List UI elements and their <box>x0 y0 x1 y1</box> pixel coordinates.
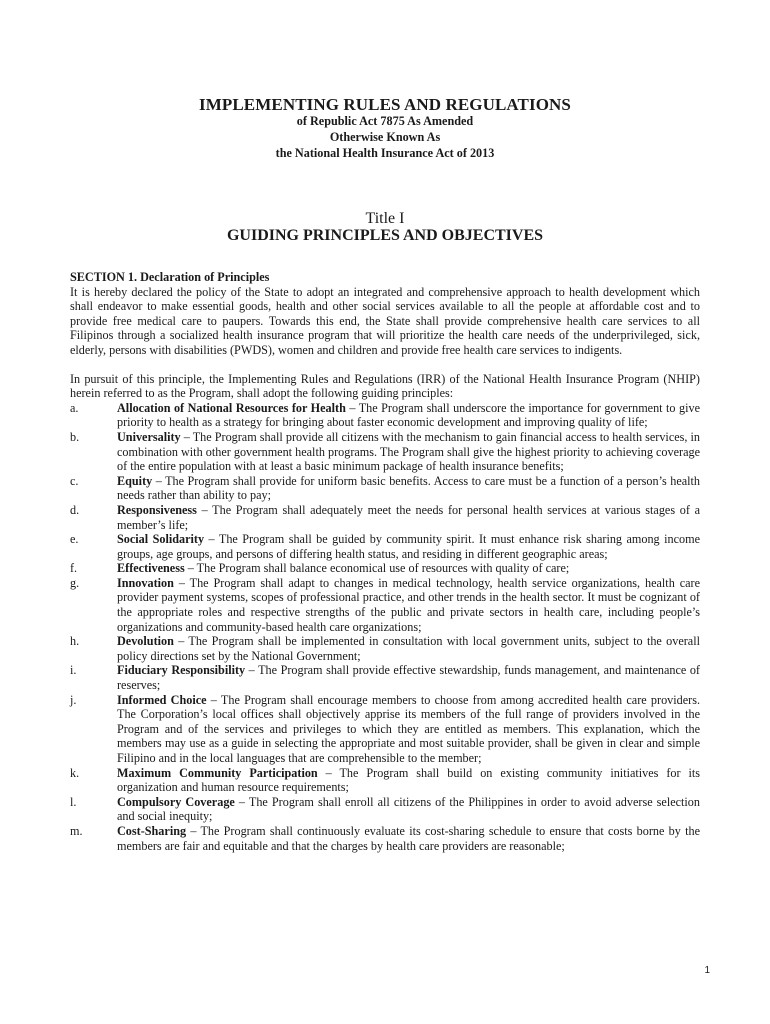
subtitle-otherwise-known: Otherwise Known As <box>329 130 441 144</box>
subtitle-act-name: the National Health Insurance Act of 2013 <box>275 146 495 160</box>
list-item <box>70 824 700 853</box>
list-item <box>70 401 700 430</box>
list-item <box>70 634 700 663</box>
principle-description: – The Program shall provide for uniform basic benefits. Access to care must be a function of a person’s health needs rather than ability to pay; <box>117 473 700 503</box>
section-body <box>70 270 700 853</box>
principle-description: – The Program shall underscore the importance for government to give priority to health as a strategy for bringing about faster economic development and improving quality of life; <box>117 400 700 430</box>
list-item <box>70 693 700 766</box>
principle-description: – The Program shall adapt to changes in medical technology, health service organizations, health care provider payment systems, scopes of professional practice, and other trends in the health sector. It must be cognizant of the appropriate roles and respective strengths of the public and private sectors in health care, including people’s organizations and community-based health care organizations; <box>117 575 700 634</box>
principles-list <box>70 401 700 853</box>
paragraph-gap <box>70 358 700 372</box>
list-item-letter: l. <box>70 794 77 809</box>
principle-description: – The Program shall provide all citizens with the mechanism to gain financial access to health services, in combination with other government health programs. The Program shall give the highest priority to achieving coverage of the entire population with at least a basic minimum package of health insurance benefits; <box>117 429 700 474</box>
list-item-letter: a. <box>70 400 79 415</box>
principle-description: – The Program shall be guided by community spirit. It must enhance risk sharing among income groups, age groups, and persons of differing health status, and residing in different geographic areas; <box>117 532 700 561</box>
document-title: IMPLEMENTING RULES AND REGULATIONS <box>199 95 571 114</box>
principle-description: – The Program shall encourage members to choose from among accredited health care providers. The Corporation’s local offices shall objectively apprise its members of the full range of providers involved in the Program and of the services and privileges to which they are entitled as members. This explanation, which the members may use as a guide in selecting the appropriate and most suitable provider, shall be given in clear and simple Filipino and in the local languages that are comprehensible to the member; <box>117 692 700 765</box>
list-item <box>70 663 700 692</box>
list-item <box>70 532 700 561</box>
principle-term: Effectiveness <box>117 561 185 576</box>
list-item <box>70 503 700 532</box>
principle-description: – The Program shall balance economical use of resources with quality of care; <box>184 561 570 576</box>
principle-description: – The Program shall adequately meet the needs for personal health services at various stages of a member’s life; <box>117 502 700 532</box>
list-item <box>70 474 700 503</box>
principle-description: – The Program shall provide effective stewardship, funds management, and maintenance of reserves; <box>117 663 700 693</box>
principle-description: – The Program shall continuously evaluate its cost-sharing schedule to ensure that costs borne by the members are fair and equitable and that the charges by health care providers are reasonable; <box>117 823 700 853</box>
principle-term: Devolution <box>117 634 174 649</box>
list-item-text <box>117 663 700 692</box>
principle-description: – The Program shall build on existing community initiatives for its organization and human resource requirements; <box>117 765 700 795</box>
list-item <box>70 430 700 474</box>
list-item-text <box>117 824 700 853</box>
principle-description: – The Program shall be implemented in consultation with local government units, subject to the overall policy directions set by the National Government; <box>117 634 700 663</box>
principle-term: Allocation of National Resources for Health <box>117 400 346 415</box>
principle-term: Social Solidarity <box>117 532 205 547</box>
paragraph-declaration: It is hereby declared the policy of the State to adopt an integrated and comprehensive approach to health development which shall endeavor to make essential goods, health and other social services available to all the people at affordable cost and to provide free medical care to paupers. Towards this end, the State shall provide comprehensive health care services to all Filipinos through a socialized health insurance program that will prioritize the health care needs of the underprivileged, sick, elderly, persons with disabilities (PWDS), women and children and provide free health care services to indigents. <box>70 284 700 357</box>
list-item-text <box>117 576 700 634</box>
list-item <box>70 576 700 634</box>
title-number: Title I <box>365 210 405 227</box>
list-item-text <box>117 503 700 532</box>
principle-term: Equity <box>117 473 153 488</box>
principle-description: – The Program shall enroll all citizens of the Philippines in order to avoid adverse selection and social inequity; <box>117 794 700 824</box>
list-item-letter: d. <box>70 502 80 517</box>
principle-term: Fiduciary Responsibility <box>117 663 246 678</box>
list-item-letter: m. <box>70 823 83 838</box>
section-heading: SECTION 1. Declaration of Principles <box>70 270 270 284</box>
principle-term: Innovation <box>117 575 174 590</box>
principle-term: Responsiveness <box>117 502 197 517</box>
principle-term: Universality <box>117 429 181 444</box>
list-item-text <box>117 766 700 795</box>
principle-term: Compulsory Coverage <box>117 794 235 809</box>
list-item-letter: h. <box>70 634 80 649</box>
list-item-letter: b. <box>70 429 80 444</box>
list-item-letter: i. <box>70 663 77 678</box>
list-item-letter: k. <box>70 765 80 780</box>
list-item-letter: j. <box>70 692 77 707</box>
list-item-text <box>117 693 700 766</box>
principle-term: Cost-Sharing <box>117 823 187 838</box>
list-item-letter: c. <box>70 473 79 488</box>
list-item-letter: e. <box>70 532 79 547</box>
list-item-text <box>117 430 700 474</box>
paragraph-pursuit: In pursuit of this principle, the Implementing Rules and Regulations (IRR) of the National Health Insurance Program (NHIP) herein referred to as the Program, shall adopt the following guiding principles: <box>70 371 700 401</box>
list-item-text <box>117 795 700 824</box>
list-item-letter: f. <box>70 561 78 576</box>
list-item-text <box>117 634 700 663</box>
principle-term: Informed Choice <box>117 692 207 707</box>
list-item-text <box>117 561 700 576</box>
page-number: 1 <box>704 965 710 976</box>
list-item-text <box>117 474 700 503</box>
list-item-text <box>117 401 700 430</box>
subtitle-republic-act: of Republic Act 7875 As Amended <box>296 114 474 128</box>
principle-term: Maximum Community Participation <box>117 765 318 780</box>
list-item-letter: g. <box>70 575 80 590</box>
list-item <box>70 795 700 824</box>
title-name: GUIDING PRINCIPLES AND OBJECTIVES <box>226 227 544 244</box>
list-item <box>70 561 700 576</box>
list-item <box>70 766 700 795</box>
list-item-text <box>117 532 700 561</box>
